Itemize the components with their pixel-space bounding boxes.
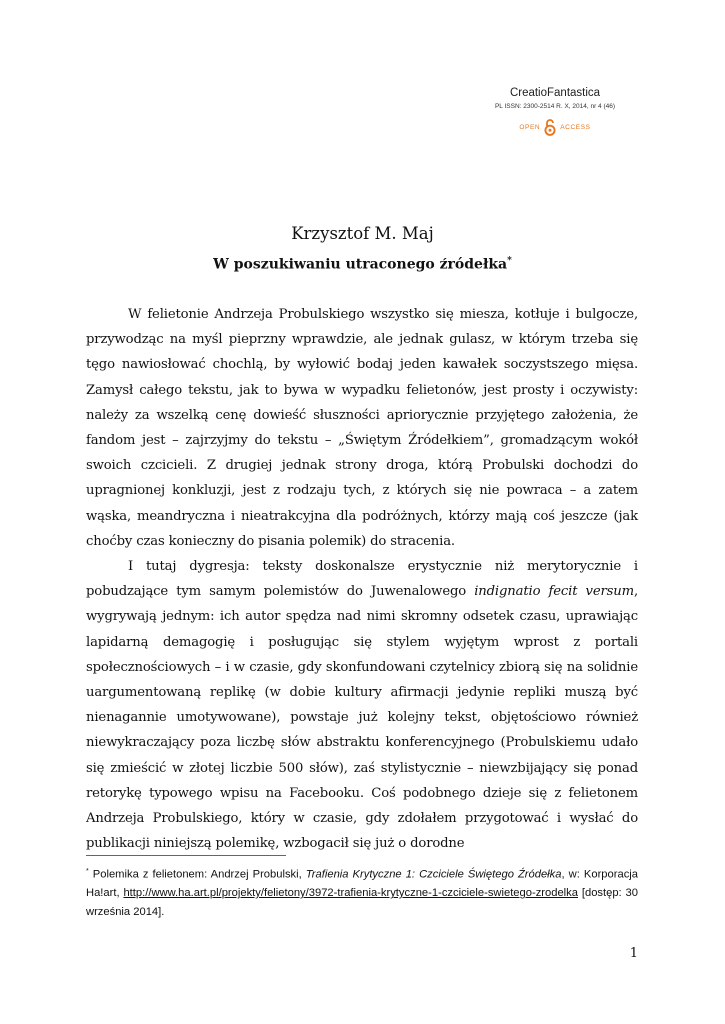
latin-quote: indignatio fecit versum — [474, 584, 634, 600]
paragraph-2-text-end: , wygrywają jednym: ich autor spędza nad nimi skromny odsetek czasu, uprawiając lapidarną demagogię i posługując się stylem wyjętym wprost z portali społecznościowych – i w czasie, gdy skonfundowani czytelnicy zbiorą się na solidnie uargumentowaną replikę (w dobie kultury afirmacji jedynie repliki muszą być nienagannie umotywowane), powstaje już kolejny tekst, objętościowo również niewykraczający poza liczbę słów abstraktu konferencyjnego (Probulskiemu udało się zmieścić w złotej liczbie 500 słów), zaś stylistycznie – niewzbijający się ponad retorykę typowego wpisu na Facebooku. Coś podobnego dzieje się z felietonem Andrzeja Probulskiego, który w czasie, gdy zdołałem przygotować i wysłać do publikacji niniejszą polemikę, wzbogacił się już o dorodne — [86, 584, 638, 852]
journal-issn: PL ISSN: 2300-2514 R. X, 2014, nr 4 (46) — [494, 103, 616, 110]
open-access-open-label: OPEN — [519, 123, 541, 131]
paragraph-2 — [86, 554, 638, 856]
paragraph-1: W felietonie Andrzeja Probulskiego wszystko się miesza, kotłuje i bulgocze, przywodząc na myśl pieprzny wprawdzie, ale jednak gulasz, w którym trzeba się tęgo nawiosłować chochlą, by wyłowić bodaj jeden kawałek soczystszego mięsa. Zamysł całego tekstu, jak to bywa w wypadku felietonów, jest prosty i oczywisty: należy za wszelką cenę dowieść słuszności apriorycznie przyjętego założenia, że fandom jest – zajrzyjmy do tekstu – „Świętym Źródełkiem”, gromadzącym wokół swoich czcicieli. Z drugiej jednak strony droga, którą Probulski dochodzi do upragnionej konkluzji, jest z rodzaju tych, z których się nie powraca – a zatem wąska, meandryczna i nieatrakcyjna dla podróżnych, którzy mają coś jeszcze (jak choćby czas konieczny do pisania polemik) do stracenia. — [86, 307, 638, 549]
title-footnote-marker[interactable]: * — [507, 256, 512, 266]
journal-name: CreatioFantastica — [509, 87, 601, 99]
open-access-lock-icon — [544, 118, 556, 136]
footnote-text-start: Polemika z felietonem: Andrzej Probulski, — [88, 868, 306, 881]
author-name: Krzysztof M. Maj — [291, 224, 434, 243]
article-title-text: W poszukiwaniu utraconego źródełka — [213, 256, 508, 273]
paragraph-2-text-start: I tutaj dygresja: teksty doskonalsze erystycznie niż merytorycznie i pobudzające tym samym polemistów do Juwenalowego — [86, 559, 638, 600]
footnote-access-date: [dostęp: 30 września 2014]. — [86, 887, 638, 918]
page-number: 1 — [629, 946, 638, 961]
footnote-url-link[interactable]: http://www.ha.art.pl/projekty/felietony/3972-trafienia-krytyczne-1-czciciele-swietego-zrodelka — [123, 887, 578, 900]
journal-header — [430, 86, 680, 136]
footnote-cited-title: Trafienia Krytyczne 1: Czciciele Świętego Źródełka — [305, 868, 562, 881]
open-access-access-label: ACCESS — [560, 123, 591, 131]
footnote-separator — [86, 855, 286, 856]
article-title — [0, 256, 725, 273]
open-access-logo — [430, 118, 680, 136]
footnote — [86, 863, 638, 921]
footnote-text-middle: , w: Korporacja Ha!art, — [86, 868, 638, 900]
article-body — [86, 302, 638, 856]
footnote-marker: * — [86, 868, 89, 875]
